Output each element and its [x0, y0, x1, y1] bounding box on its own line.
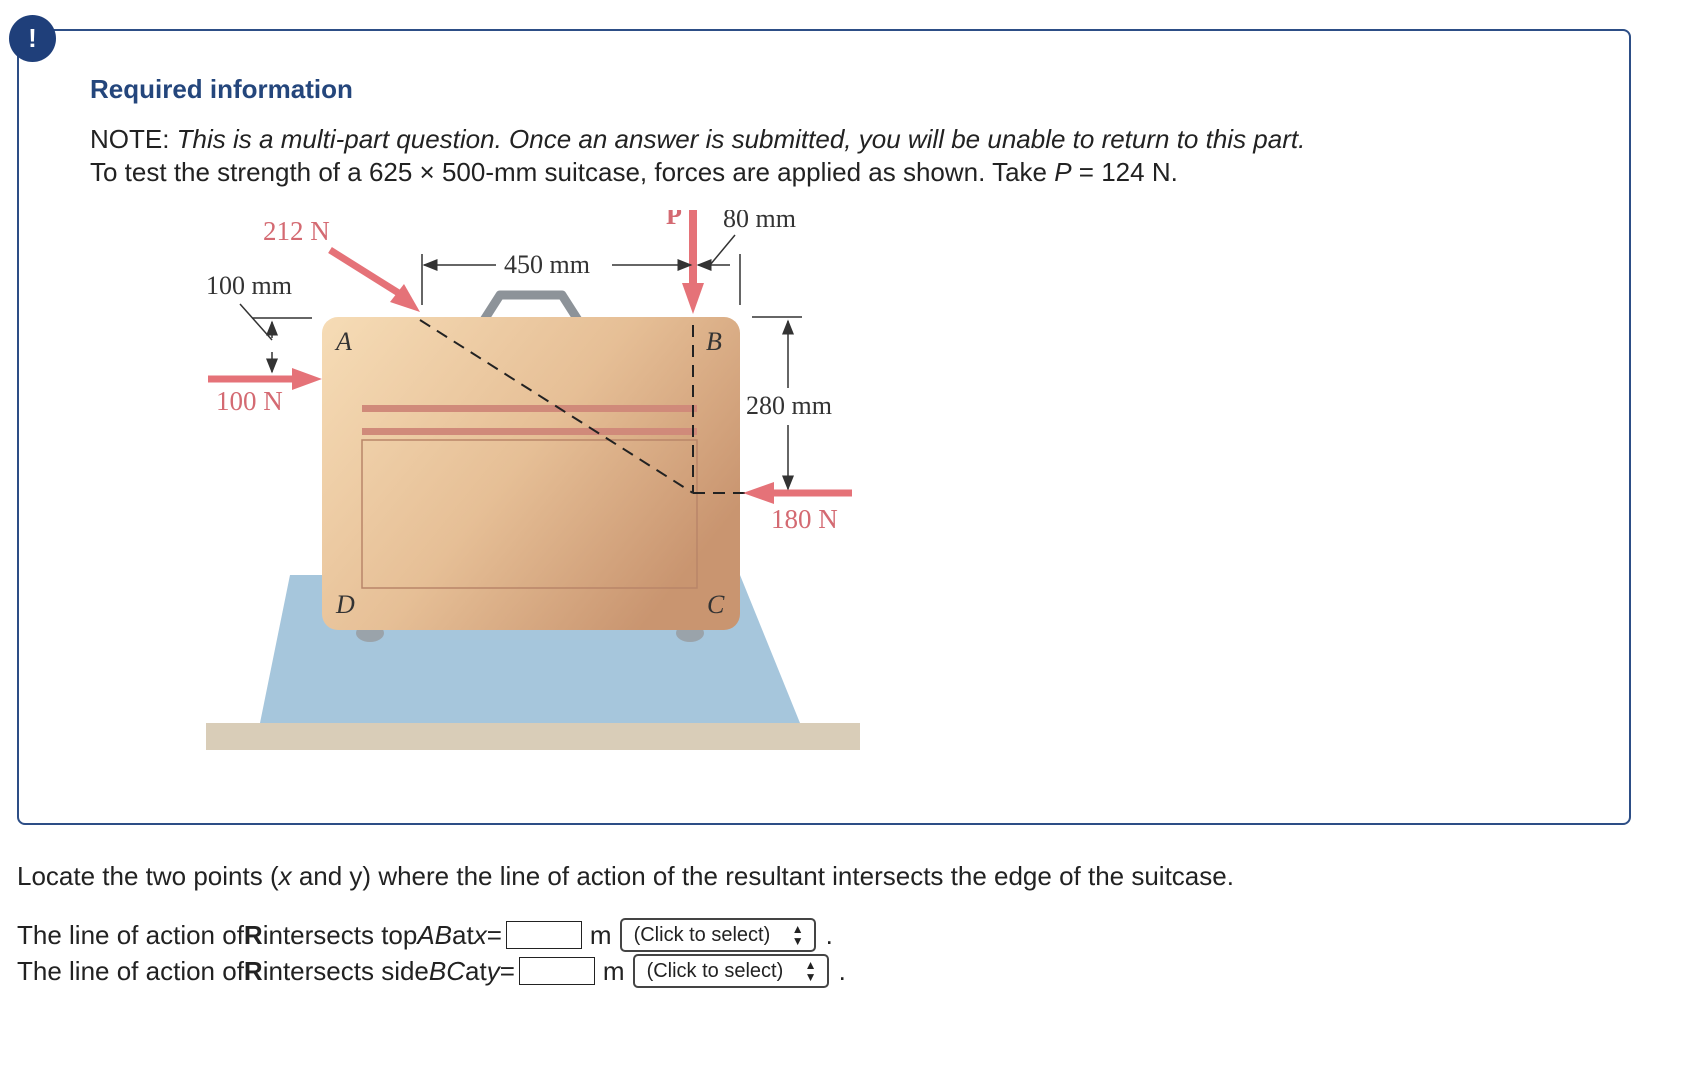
label-280mm: 280 mm — [746, 391, 832, 420]
answer-y-select-label: (Click to select) — [646, 959, 784, 982]
note-prefix: NOTE: — [90, 124, 177, 154]
answer-x-bold: R — [243, 919, 263, 950]
floor — [206, 723, 860, 750]
answer-x-mid: intersects top — [262, 919, 418, 950]
alert-icon: ! — [9, 15, 56, 62]
suitcase-stripe-bottom — [362, 428, 697, 435]
dim-80-leader — [710, 235, 735, 265]
suitcase-stripe-top — [362, 405, 697, 412]
label-100mm: 100 mm — [206, 271, 292, 300]
answer-y-eq: = — [499, 955, 515, 986]
answer-x-unit: m — [589, 919, 612, 950]
answer-row-y — [17, 954, 846, 988]
dim-100-leader — [240, 304, 272, 340]
answer-x-input[interactable] — [506, 921, 582, 949]
info-title: Required information — [90, 74, 353, 104]
suitcase-body — [322, 317, 740, 630]
problem-prefix: To test the strength of a 625 × 500-mm suitcase, forces are applied as shown. Take — [90, 157, 1055, 187]
answer-y-unit: m — [602, 955, 625, 986]
label-corner-d: D — [336, 590, 355, 619]
answer-y-bold: R — [243, 955, 263, 986]
suitcase-handle — [484, 295, 578, 320]
problem-var: P — [1054, 157, 1072, 187]
answer-x-prefix: The line of action of — [17, 919, 244, 950]
problem-suffix: = 124 N. — [1071, 157, 1178, 187]
label-100n: 100 N — [216, 386, 283, 416]
force-212-line — [330, 250, 405, 297]
suitcase-diagram — [200, 210, 940, 750]
question-text-b: and y) where the line of action of the resultant intersects the edge of the suitcase. — [291, 861, 1234, 891]
force-100-head — [292, 368, 322, 390]
answer-x-eq: = — [486, 919, 502, 950]
label-p: P — [666, 210, 682, 230]
label-80mm: 80 mm — [723, 210, 796, 233]
answer-x-edge: AB — [417, 919, 453, 950]
note-line — [90, 124, 1305, 155]
answer-y-var: y — [486, 955, 500, 986]
question-text — [17, 861, 1234, 892]
note-text: This is a multi-part question. Once an answer is submitted, you will be unable to return to this part. — [176, 124, 1306, 154]
answer-y-unit-select[interactable] — [633, 954, 829, 988]
answer-y-mid: intersects side — [262, 955, 429, 986]
answer-x-at: at — [452, 919, 474, 950]
problem-statement — [90, 157, 1178, 188]
answer-x-end: . — [825, 919, 833, 950]
answer-row-x — [17, 918, 833, 952]
label-212n: 212 N — [263, 216, 330, 246]
answer-y-input[interactable] — [519, 957, 595, 985]
updown-arrows-icon: ▲ ▼ — [804, 958, 817, 984]
answer-y-at: at — [465, 955, 487, 986]
question-text-a: Locate the two points ( — [17, 861, 279, 891]
label-180n: 180 N — [771, 504, 838, 534]
label-450mm: 450 mm — [504, 250, 590, 279]
suitcase-figure — [200, 210, 940, 750]
label-corner-a: A — [336, 327, 352, 356]
answer-y-edge: BC — [428, 955, 466, 986]
answer-y-prefix: The line of action of — [17, 955, 244, 986]
label-corner-c: C — [707, 590, 725, 619]
question-var-x: x — [278, 861, 292, 891]
answer-x-unit-select[interactable] — [620, 918, 816, 952]
answer-x-select-label: (Click to select) — [633, 923, 771, 946]
force-p-head — [682, 283, 704, 314]
answer-y-end: . — [838, 955, 846, 986]
updown-arrows-icon: ▲ ▼ — [791, 922, 804, 948]
label-corner-b: B — [706, 327, 722, 356]
answer-x-var: x — [473, 919, 487, 950]
force-180-head — [743, 482, 774, 504]
